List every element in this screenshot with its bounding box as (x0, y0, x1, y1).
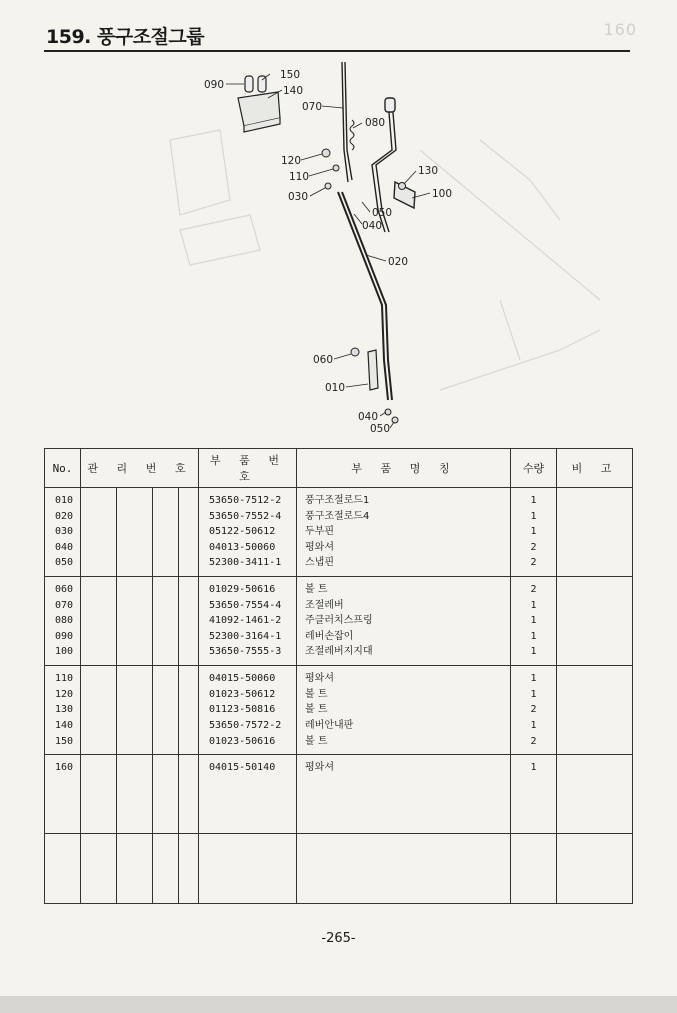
cell-management-1 (81, 755, 117, 834)
header-remarks: 비 고 (557, 449, 633, 488)
cell-management-2 (117, 577, 153, 666)
cell-no-value: 150 (55, 735, 74, 747)
cell-part-name-value: 풍구조절로드1 (305, 495, 370, 506)
cell-management-4 (179, 755, 199, 834)
cell-part-name-value: 평와셔 (305, 673, 334, 685)
cell-no-value: 160 (55, 762, 74, 774)
cell-qty-value: 2 (530, 557, 537, 569)
cell-part-name-value: 평와셔 (305, 541, 334, 553)
cell-part-name (297, 755, 511, 834)
cell-qty-value: 2 (530, 704, 537, 716)
callout-010: 010 (325, 382, 346, 394)
cell-part-no (199, 755, 297, 834)
lower-washers (385, 409, 398, 423)
cell-qty-value: 1 (530, 495, 537, 506)
cell-management-3 (153, 577, 179, 666)
cell-part-name-value: 주클러치스프링 (305, 615, 373, 627)
cell-remarks (557, 577, 633, 666)
cell-no-value: 060 (55, 584, 74, 596)
callout-040: 040 (362, 220, 383, 232)
callout-050: 050 (372, 207, 393, 219)
callout-080: 080 (365, 117, 386, 129)
parts-list-table (44, 448, 633, 904)
cell-management-1 (81, 577, 117, 666)
cell-management-2 (117, 666, 153, 755)
cell-management-4 (179, 488, 199, 577)
callout-060: 060 (313, 354, 334, 366)
callout-110: 110 (289, 171, 310, 183)
callout-140: 140 (283, 85, 304, 97)
cell-qty (511, 755, 557, 834)
cell-remarks (557, 755, 633, 834)
cell-part-no-value: 53650-7555-3 (209, 646, 282, 658)
cell-qty-value: 1 (530, 615, 537, 627)
lever-guide-plate (238, 92, 280, 132)
callout-020: 020 (388, 256, 409, 268)
cell-part-name-value: 풍구조절로드4 (305, 510, 370, 522)
cell-management-3 (153, 666, 179, 755)
callout-050-lower: 050 (370, 423, 391, 435)
clutch-spring (350, 120, 354, 150)
cell-qty-value: 1 (530, 762, 537, 774)
cell-empty (199, 834, 297, 904)
cell-qty-value: 1 (530, 673, 537, 685)
cell-no-value: 010 (55, 495, 74, 506)
cell-part-no-value: 04015-50140 (209, 762, 276, 774)
callout-120: 120 (281, 155, 302, 167)
cell-remarks (557, 488, 633, 577)
table-row-group (45, 488, 633, 577)
header-no: No. (45, 449, 81, 488)
cell-no (45, 755, 81, 834)
cell-qty (511, 666, 557, 755)
cell-qty-value: 1 (530, 510, 537, 522)
cell-no (45, 577, 81, 666)
ghost-page-header: 160 (603, 20, 637, 39)
bolt-group (322, 149, 409, 356)
cell-empty (297, 834, 511, 904)
cell-management-2 (117, 488, 153, 577)
cell-no-value: 030 (55, 526, 74, 538)
cell-part-name (297, 488, 511, 577)
cell-no (45, 488, 81, 577)
cell-no-value: 120 (55, 688, 74, 700)
cell-no-value: 110 (55, 673, 74, 685)
cell-management-4 (179, 577, 199, 666)
header-qty: 수량 (511, 449, 557, 488)
lower-bracket (368, 350, 378, 390)
cell-empty (179, 834, 199, 904)
cell-part-no (199, 488, 297, 577)
lever-knob-part (245, 76, 266, 92)
callout-100: 100 (432, 188, 453, 200)
cell-part-no-value: 53650-7512-2 (209, 495, 282, 506)
cell-part-no-value: 41092-1461-2 (209, 615, 282, 627)
header-part-name: 부 품 명 칭 (297, 449, 511, 488)
cell-part-name-value: 볼 트 (305, 688, 328, 700)
cell-part-name-value: 두부핀 (305, 526, 334, 538)
cell-qty-value: 1 (530, 599, 537, 611)
cell-part-name-value: 레버손잡이 (305, 630, 354, 642)
cell-qty-value: 2 (530, 541, 537, 553)
cell-part-no-value: 01029-50616 (209, 584, 276, 596)
table-row-group (45, 666, 633, 755)
cell-empty (117, 834, 153, 904)
cell-part-name-value: 볼 트 (305, 584, 328, 596)
cell-part-no (199, 666, 297, 755)
cell-empty (557, 834, 633, 904)
control-lever (342, 62, 352, 182)
cell-empty (153, 834, 179, 904)
table-row-group (45, 755, 633, 834)
cell-no-value: 100 (55, 646, 74, 658)
cell-no-value: 140 (55, 719, 74, 731)
cell-no-value: 080 (55, 615, 74, 627)
callout-030: 030 (288, 191, 309, 203)
cell-part-no-value: 52300-3164-1 (209, 630, 282, 642)
bleed-through-artwork (170, 130, 600, 390)
cell-part-no-value: 52300-3411-1 (209, 557, 282, 569)
cell-part-no-value: 05122-50612 (209, 526, 276, 538)
cell-part-name-value: 조절레버 (305, 599, 344, 611)
cell-part-no-value: 53650-7554-4 (209, 599, 282, 611)
cell-management-3 (153, 755, 179, 834)
cell-part-no-value: 01123-50816 (209, 704, 276, 716)
callout-090: 090 (204, 79, 225, 91)
cell-part-name-value: 볼 트 (305, 704, 328, 716)
cell-qty-value: 2 (530, 584, 537, 596)
cell-qty-value: 1 (530, 646, 537, 658)
cell-part-no-value: 04015-50060 (209, 673, 276, 685)
header-management-no: 관 리 번 호 (81, 449, 199, 488)
cell-part-name-value: 볼 트 (305, 735, 328, 747)
cell-remarks (557, 666, 633, 755)
callout-070: 070 (302, 101, 323, 113)
cell-management-4 (179, 666, 199, 755)
table-row-empty (45, 834, 633, 904)
cell-management-2 (117, 755, 153, 834)
cell-part-name (297, 666, 511, 755)
cell-part-name-value: 레버안내판 (305, 719, 354, 731)
cell-qty (511, 488, 557, 577)
cell-management-3 (153, 488, 179, 577)
cell-no-value: 050 (55, 557, 74, 569)
cell-no-value: 040 (55, 541, 74, 553)
cell-part-no-value: 01023-50612 (209, 688, 276, 700)
cell-empty (45, 834, 81, 904)
cell-part-name-value: 조절레버지지대 (305, 646, 373, 658)
cell-no-value: 090 (55, 630, 74, 642)
cell-part-name (297, 577, 511, 666)
exploded-parts-diagram (0, 0, 677, 440)
cell-empty (81, 834, 117, 904)
callout-130: 130 (418, 165, 439, 177)
cell-qty-value: 1 (530, 526, 537, 538)
callout-150: 150 (280, 69, 301, 81)
cell-part-no (199, 577, 297, 666)
cell-no-value: 020 (55, 510, 74, 522)
cell-part-no-value: 01023-50616 (209, 735, 276, 747)
page-title: 159. 풍구조절그룹 (46, 26, 205, 48)
callout-040-lower: 040 (358, 411, 379, 423)
cell-part-name-value: 평와셔 (305, 762, 334, 774)
cell-management-1 (81, 488, 117, 577)
cell-part-no-value: 04013-50060 (209, 541, 276, 553)
cell-part-name-value: 스냅핀 (305, 557, 334, 569)
cell-qty (511, 577, 557, 666)
scan-edge-band (0, 996, 677, 1013)
cell-qty-value: 2 (530, 735, 537, 747)
cell-qty-value: 1 (530, 719, 537, 731)
cell-no-value: 070 (55, 599, 74, 611)
cell-management-1 (81, 666, 117, 755)
cell-no (45, 666, 81, 755)
table-header-row (45, 449, 633, 488)
table-row-group (45, 577, 633, 666)
cell-qty-value: 1 (530, 688, 537, 700)
cell-empty (511, 834, 557, 904)
page-number: -265- (321, 931, 356, 946)
header-part-no: 부 품 번 호 (199, 449, 297, 488)
cell-part-no-value: 53650-7552-4 (209, 510, 282, 522)
cell-no-value: 130 (55, 704, 74, 716)
cell-part-no-value: 53650-7572-2 (209, 719, 282, 731)
cell-qty-value: 1 (530, 630, 537, 642)
